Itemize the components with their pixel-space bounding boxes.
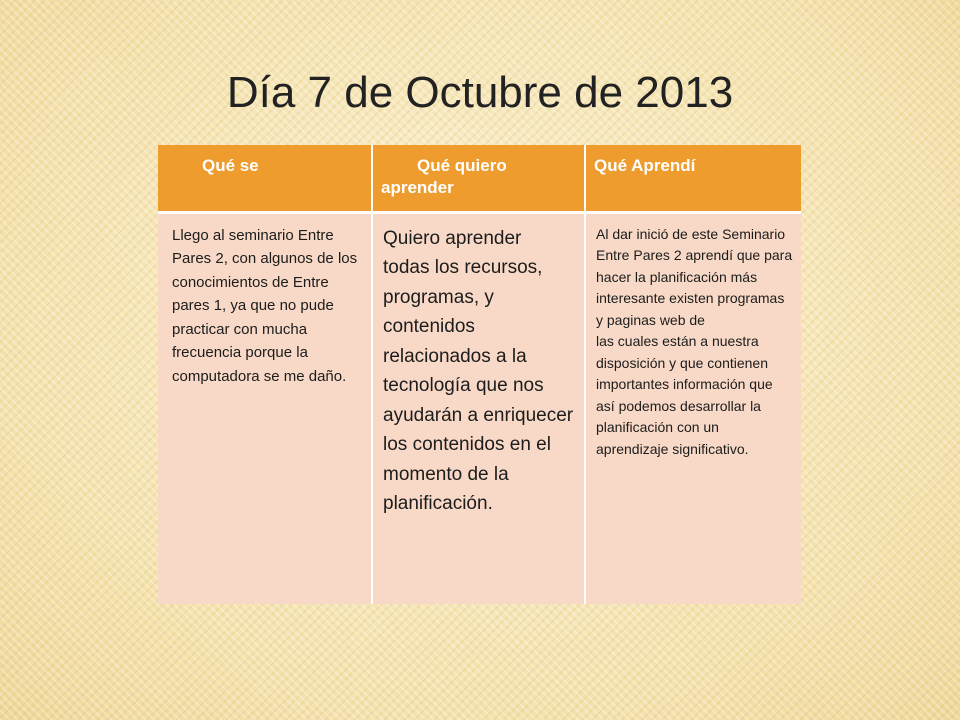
comparison-table-container: [158, 145, 801, 604]
cell-que-quiero-aprender: Quiero aprender todas los recursos, programas, y contenidos relacionados a la tecnología que nos ayudarán a enriquecer los contenidos en el momento de la planificación.: [372, 212, 585, 604]
header-que-se-label: Qué se: [202, 156, 259, 175]
header-que-quiero-aprender: [372, 145, 585, 212]
comparison-table: [158, 145, 801, 604]
slide-title: Día 7 de Octubre de 2013: [226, 68, 734, 117]
table-header-row: [158, 145, 801, 212]
header-que-aprendi-label: Qué Aprendí: [594, 156, 696, 175]
cell-que-aprendi: Al dar inició de este Seminario Entre Pares 2 aprendí que para hacer la planificación más interesante existen programas y paginas web de las cuales están a nuestra disposición y que contienen importantes información que así podemos desarrollar la planificación con un aprendizaje significativo.: [585, 212, 801, 604]
header-que-aprendi: [585, 145, 801, 212]
header-que-se: [158, 145, 372, 212]
header-que-quiero-aprender-label: Qué quiero aprender: [381, 156, 507, 197]
table-row: [158, 212, 801, 604]
cell-que-se: Llego al seminario Entre Pares 2, con algunos de los conocimientos de Entre pares 1, ya que no pude practicar con mucha frecuencia porque la computadora se me daño.: [158, 212, 372, 604]
